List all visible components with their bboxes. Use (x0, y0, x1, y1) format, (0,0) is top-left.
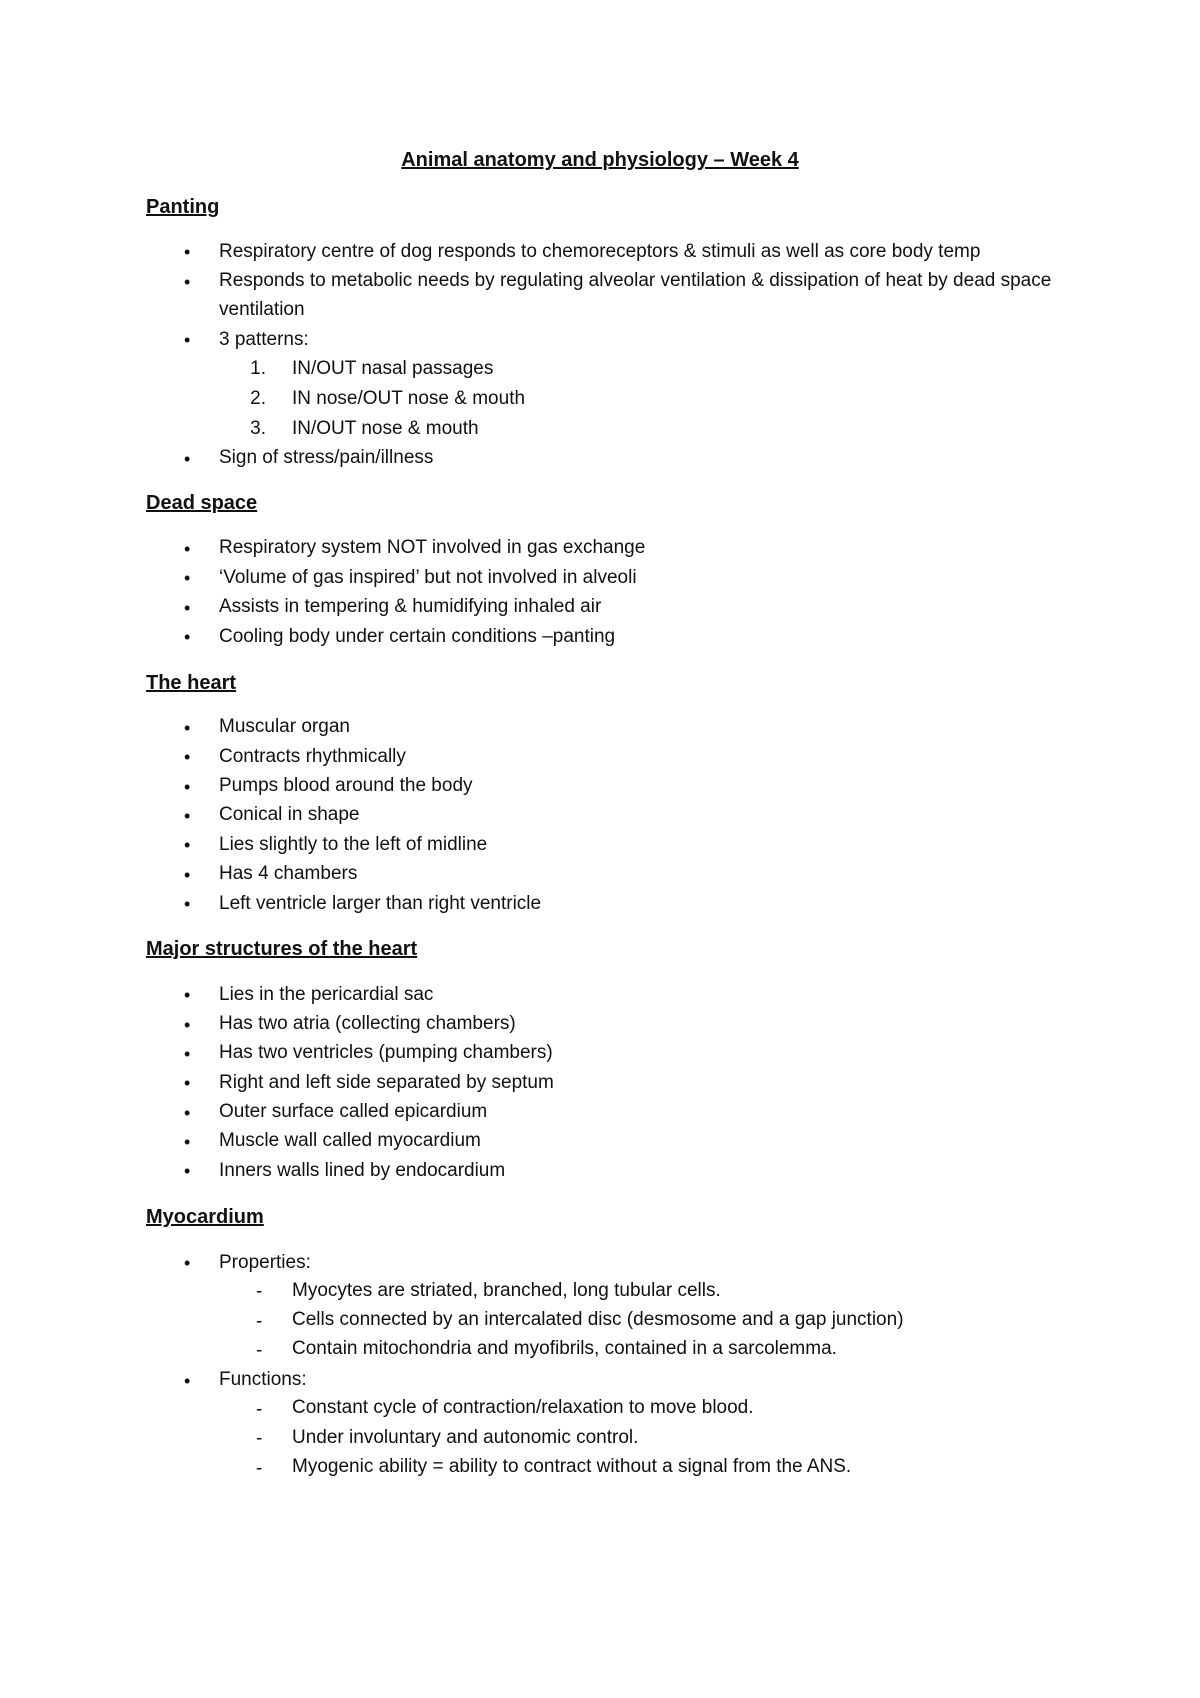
dash-icon: - (256, 1428, 263, 1449)
list-item: Lies slightly to the left of midline (219, 834, 488, 855)
heading-myocardium: Myocardium (146, 1206, 264, 1228)
bullet-icon: • (184, 894, 191, 914)
list-item: Myogenic ability = ability to contract without a signal from the ANS. (292, 1456, 852, 1477)
bullet-icon: • (184, 598, 191, 618)
list-item: Lies in the pericardial sac (219, 984, 434, 1005)
list-item: 3 patterns: (219, 329, 309, 350)
list-item: Muscle wall called myocardium (219, 1130, 481, 1151)
heading-the-heart: The heart (146, 672, 237, 694)
list-number: 3. (250, 418, 266, 439)
list-item: Properties: (219, 1252, 311, 1273)
list-item: Under involuntary and autonomic control. (292, 1427, 639, 1448)
list-item: Inners walls lined by endocardium (219, 1160, 506, 1181)
list-item: IN/OUT nose & mouth (292, 418, 479, 439)
list-item: Functions: (219, 1369, 307, 1390)
bullet-icon: • (184, 1371, 191, 1391)
list-item: Responds to metabolic needs by regulating alveolar ventilation & dissipation of heat by dead space ventilation (219, 270, 1052, 320)
list-item: Conical in shape (219, 804, 360, 825)
list-number: 2. (250, 388, 266, 409)
list-item: Myocytes are striated, branched, long tubular cells. (292, 1280, 721, 1301)
bullet-icon: • (184, 985, 191, 1005)
bullet-icon: • (184, 539, 191, 559)
list-item: Assists in tempering & humidifying inhaled air (219, 596, 602, 617)
bullet-icon: • (184, 835, 191, 855)
list-item: Cooling body under certain conditions –panting (219, 626, 616, 647)
list-item: Sign of stress/pain/illness (219, 447, 434, 468)
bullet-icon: • (184, 568, 191, 588)
list-item: Cells connected by an intercalated disc (desmosome and a gap junction) (292, 1309, 904, 1330)
list-item: Has two ventricles (pumping chambers) (219, 1042, 553, 1063)
list-item: Respiratory centre of dog responds to chemoreceptors & stimuli as well as core body temp (219, 241, 981, 262)
list-item: ‘Volume of gas inspired’ but not involved in alveoli (219, 567, 637, 588)
bullet-icon: • (184, 272, 191, 292)
bullet-icon: • (184, 777, 191, 797)
bullet-icon: • (184, 1044, 191, 1064)
bullet-icon: • (184, 806, 191, 826)
list-item: IN nose/OUT nose & mouth (292, 388, 526, 409)
list-item: Has 4 chambers (219, 863, 358, 884)
bullet-icon: • (184, 449, 191, 469)
dash-icon: - (256, 1281, 263, 1302)
bullet-icon: • (184, 1161, 191, 1181)
list-item: Constant cycle of contraction/relaxation to move blood. (292, 1397, 754, 1418)
dash-icon: - (256, 1311, 263, 1332)
list-item: Left ventricle larger than right ventricle (219, 893, 542, 914)
bullet-icon: • (184, 747, 191, 767)
document-title: Animal anatomy and physiology – Week 4 (401, 149, 799, 171)
list-item: Outer surface called epicardium (219, 1101, 488, 1122)
list-item: Muscular organ (219, 716, 350, 737)
list-item: Right and left side separated by septum (219, 1072, 554, 1093)
bullet-icon: • (184, 1015, 191, 1035)
bullet-icon: • (184, 1073, 191, 1093)
dash-icon: - (256, 1399, 263, 1420)
list-item: Has two atria (collecting chambers) (219, 1013, 516, 1034)
bullet-icon: • (184, 330, 191, 350)
dash-icon: - (256, 1458, 263, 1479)
list-item: Pumps blood around the body (219, 775, 473, 796)
bullet-icon: • (184, 1103, 191, 1123)
heading-panting: Panting (146, 196, 220, 218)
list-item: IN/OUT nasal passages (292, 358, 494, 379)
list-item: Contain mitochondria and myofibrils, contained in a sarcolemma. (292, 1338, 837, 1359)
dash-icon: - (256, 1340, 263, 1361)
bullet-icon: • (184, 865, 191, 885)
list-number: 1. (250, 358, 266, 379)
heading-dead-space: Dead space (146, 492, 258, 514)
bullet-icon: • (184, 242, 191, 262)
list-item: Contracts rhythmically (219, 746, 406, 767)
list-item: Respiratory system NOT involved in gas exchange (219, 537, 646, 558)
bullet-icon: • (184, 1253, 191, 1273)
bullet-icon: • (184, 718, 191, 738)
bullet-icon: • (184, 1132, 191, 1152)
bullet-icon: • (184, 627, 191, 647)
heading-major-structures: Major structures of the heart (146, 938, 418, 960)
